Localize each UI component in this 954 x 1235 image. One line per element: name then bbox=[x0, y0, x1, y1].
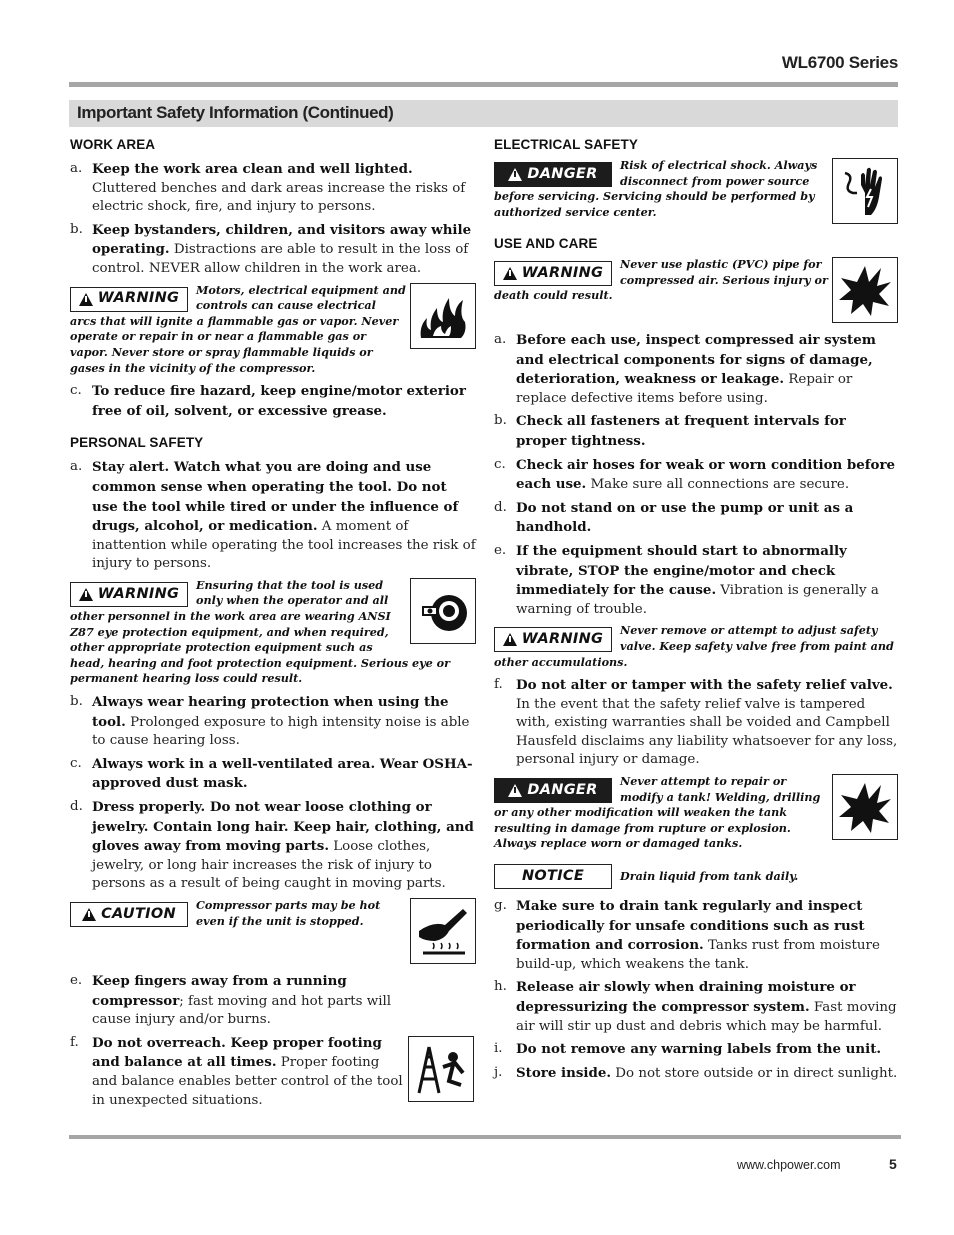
danger-label: DANGER bbox=[494, 778, 612, 803]
warning-label: WARNING bbox=[494, 627, 612, 652]
electric-shock-icon bbox=[832, 158, 898, 224]
warning-label: WARNING bbox=[494, 261, 612, 286]
list-item: e. If the equipment should start to abnormally vibrate, STOP the engine/motor and check immediately for the cause. Vibration is generally a warning of trouble. bbox=[494, 542, 879, 617]
warning-block bbox=[494, 257, 898, 325]
notice-block bbox=[494, 860, 898, 891]
left-column bbox=[70, 137, 476, 1114]
caution-label: CAUTION bbox=[70, 902, 188, 927]
warning-text: Never remove or attempt to adjust safety valve. Keep safety valve free from paint and other accumulations. bbox=[494, 623, 894, 669]
electrical-safety-heading: ELECTRICAL SAFETY bbox=[494, 137, 638, 152]
page-number: 5 bbox=[889, 1156, 897, 1172]
list-item: j. Store inside. Do not store outside or in direct sunlight. bbox=[494, 1064, 898, 1081]
warning-block bbox=[70, 578, 476, 687]
list-item: a. Keep the work area clean and well lighted. Cluttered benches and dark areas increase the risks of electric shock, fire, and injury to persons. bbox=[70, 161, 466, 215]
fire-icon bbox=[410, 283, 476, 349]
caution-text: Compressor parts may be hot even if the unit is stopped. bbox=[196, 897, 381, 928]
list-item: c. Always work in a well-ventilated area. Wear OSHA-approved dust mask. bbox=[70, 755, 473, 792]
warning-text: Never use plastic (PVC) pipe for compressed air. Serious injury or death could result. bbox=[494, 257, 828, 303]
list-item: b. Check all fasteners at frequent intervals for proper tightness. bbox=[494, 413, 846, 449]
danger-block bbox=[494, 774, 898, 852]
list-item: a. Stay alert. Watch what you are doing and use common sense when operating the tool. Do not use the tool while tired or under the influence of drugs, alcohol, or medication. A moment of inattention while operating the tool increases the risk of injury to persons. bbox=[70, 459, 476, 572]
warning-block bbox=[70, 283, 476, 377]
list-item: e. Keep fingers away from a running compressor; fast moving and hot parts will cause injury and/or burns. bbox=[70, 972, 392, 1028]
notice-label: NOTICE bbox=[494, 864, 612, 889]
warning-text: Ensuring that the tool is used only when the operator and all other personnel in the work area are wearing ANSI Z87 eye protection equipment, and when required, other appropriate protection equipment such as head, hearing and foot protection equipment. Serious eye or permanent hearing loss could result. bbox=[70, 577, 451, 686]
danger-label: DANGER bbox=[494, 162, 612, 187]
list-item: g. Make sure to drain tank regularly and inspect periodically for unsafe conditions such as rust formation and corrosion. Tanks rust from moisture build-up, which weakens the tank. bbox=[494, 898, 880, 972]
list-item: i. Do not remove any warning labels from the unit. bbox=[494, 1041, 882, 1058]
footer-rule bbox=[69, 1135, 901, 1139]
personal-safety-heading: PERSONAL SAFETY bbox=[70, 435, 204, 451]
ladder-fall-icon bbox=[408, 1036, 474, 1102]
danger-text: Never attempt to repair or modify a tank! Welding, drilling or any other modification will weaken the tank resulting in damage from rupture or explosion. Always replace worn or damaged tanks. bbox=[494, 774, 821, 851]
warning-block bbox=[494, 623, 898, 670]
warning-text: Motors, electrical equipment and controls can cause electrical arcs that will ignite a flammable gas or vapor. Never operate or repair in or near a flammable gas or vapor. Never store or spray flammable liquids or gases in the vicinity of the compressor. bbox=[70, 282, 406, 375]
list-item: b. Always wear hearing protection when using the tool. Prolonged exposure to high intensity noise is able to cause hearing loss. bbox=[70, 694, 470, 749]
hot-surface-icon bbox=[410, 898, 476, 964]
notice-text: Drain liquid from tank daily. bbox=[620, 869, 799, 884]
list-item: a. Before each use, inspect compressed air system and electrical components for signs of damage, deterioration, weakness or leakage. Repair or replace defective items before using. bbox=[494, 332, 876, 406]
series-title: WL6700 Series bbox=[781, 53, 898, 72]
footer-url[interactable]: www.chpower.com bbox=[737, 1158, 841, 1172]
explosion-icon bbox=[832, 774, 898, 840]
list-item: d. Dress properly. Do not wear loose clothing or jewelry. Contain long hair. Keep hair, clothing, and gloves away from moving parts. Loose clothes, jewelry, or long hair increases the risk of injury to persons as a result of being caught in moving parts. bbox=[70, 799, 474, 892]
header-rule bbox=[69, 82, 898, 87]
list-item: b. Keep bystanders, children, and visitors away while operating. Distractions are able to result in the loss of control. NEVER allow children in the work area. bbox=[70, 221, 472, 276]
use-and-care-heading: USE AND CARE bbox=[494, 236, 598, 251]
list-item: d. Do not stand on or use the pump or unit as a handhold. bbox=[494, 499, 854, 536]
list-item: f. Do not overreach. Keep proper footing and balance at all times. Proper footing and balance enables better control of the tool in unexpected situations. bbox=[70, 1034, 476, 1110]
caution-block bbox=[70, 898, 476, 966]
list-item: c. Check air hoses for weak or worn condition before each use. Make sure all connections are secure. bbox=[494, 456, 896, 493]
danger-text: Risk of electrical shock. Always disconnect from power source before servicing. Servicing should be performed by authorized service center. bbox=[494, 158, 818, 219]
work-area-heading: WORK AREA bbox=[70, 137, 156, 152]
section-title: Important Safety Information (Continued) bbox=[77, 103, 394, 122]
face-protection-icon bbox=[410, 578, 476, 644]
warning-label: WARNING bbox=[70, 287, 188, 312]
list-item: f. Do not alter or tamper with the safety relief valve. In the event that the safety relief valve is tampered with, existing warranties shall be voided and Campbell Hausfeld disclaims any liability whatsoever for any loss, personal injury or damage. bbox=[494, 677, 898, 768]
warning-label: WARNING bbox=[70, 582, 188, 607]
list-item: c. To reduce fire hazard, keep engine/motor exterior free of oil, solvent, or excessive grease. bbox=[70, 383, 466, 419]
right-column bbox=[494, 137, 898, 1087]
list-item: h. Release air slowly when draining moisture or depressurizing the compressor system. Fast moving air will stir up dust and debris which may be harmful. bbox=[494, 979, 897, 1034]
explosion-icon bbox=[832, 257, 898, 323]
danger-block bbox=[494, 158, 898, 226]
section-band bbox=[69, 100, 898, 127]
